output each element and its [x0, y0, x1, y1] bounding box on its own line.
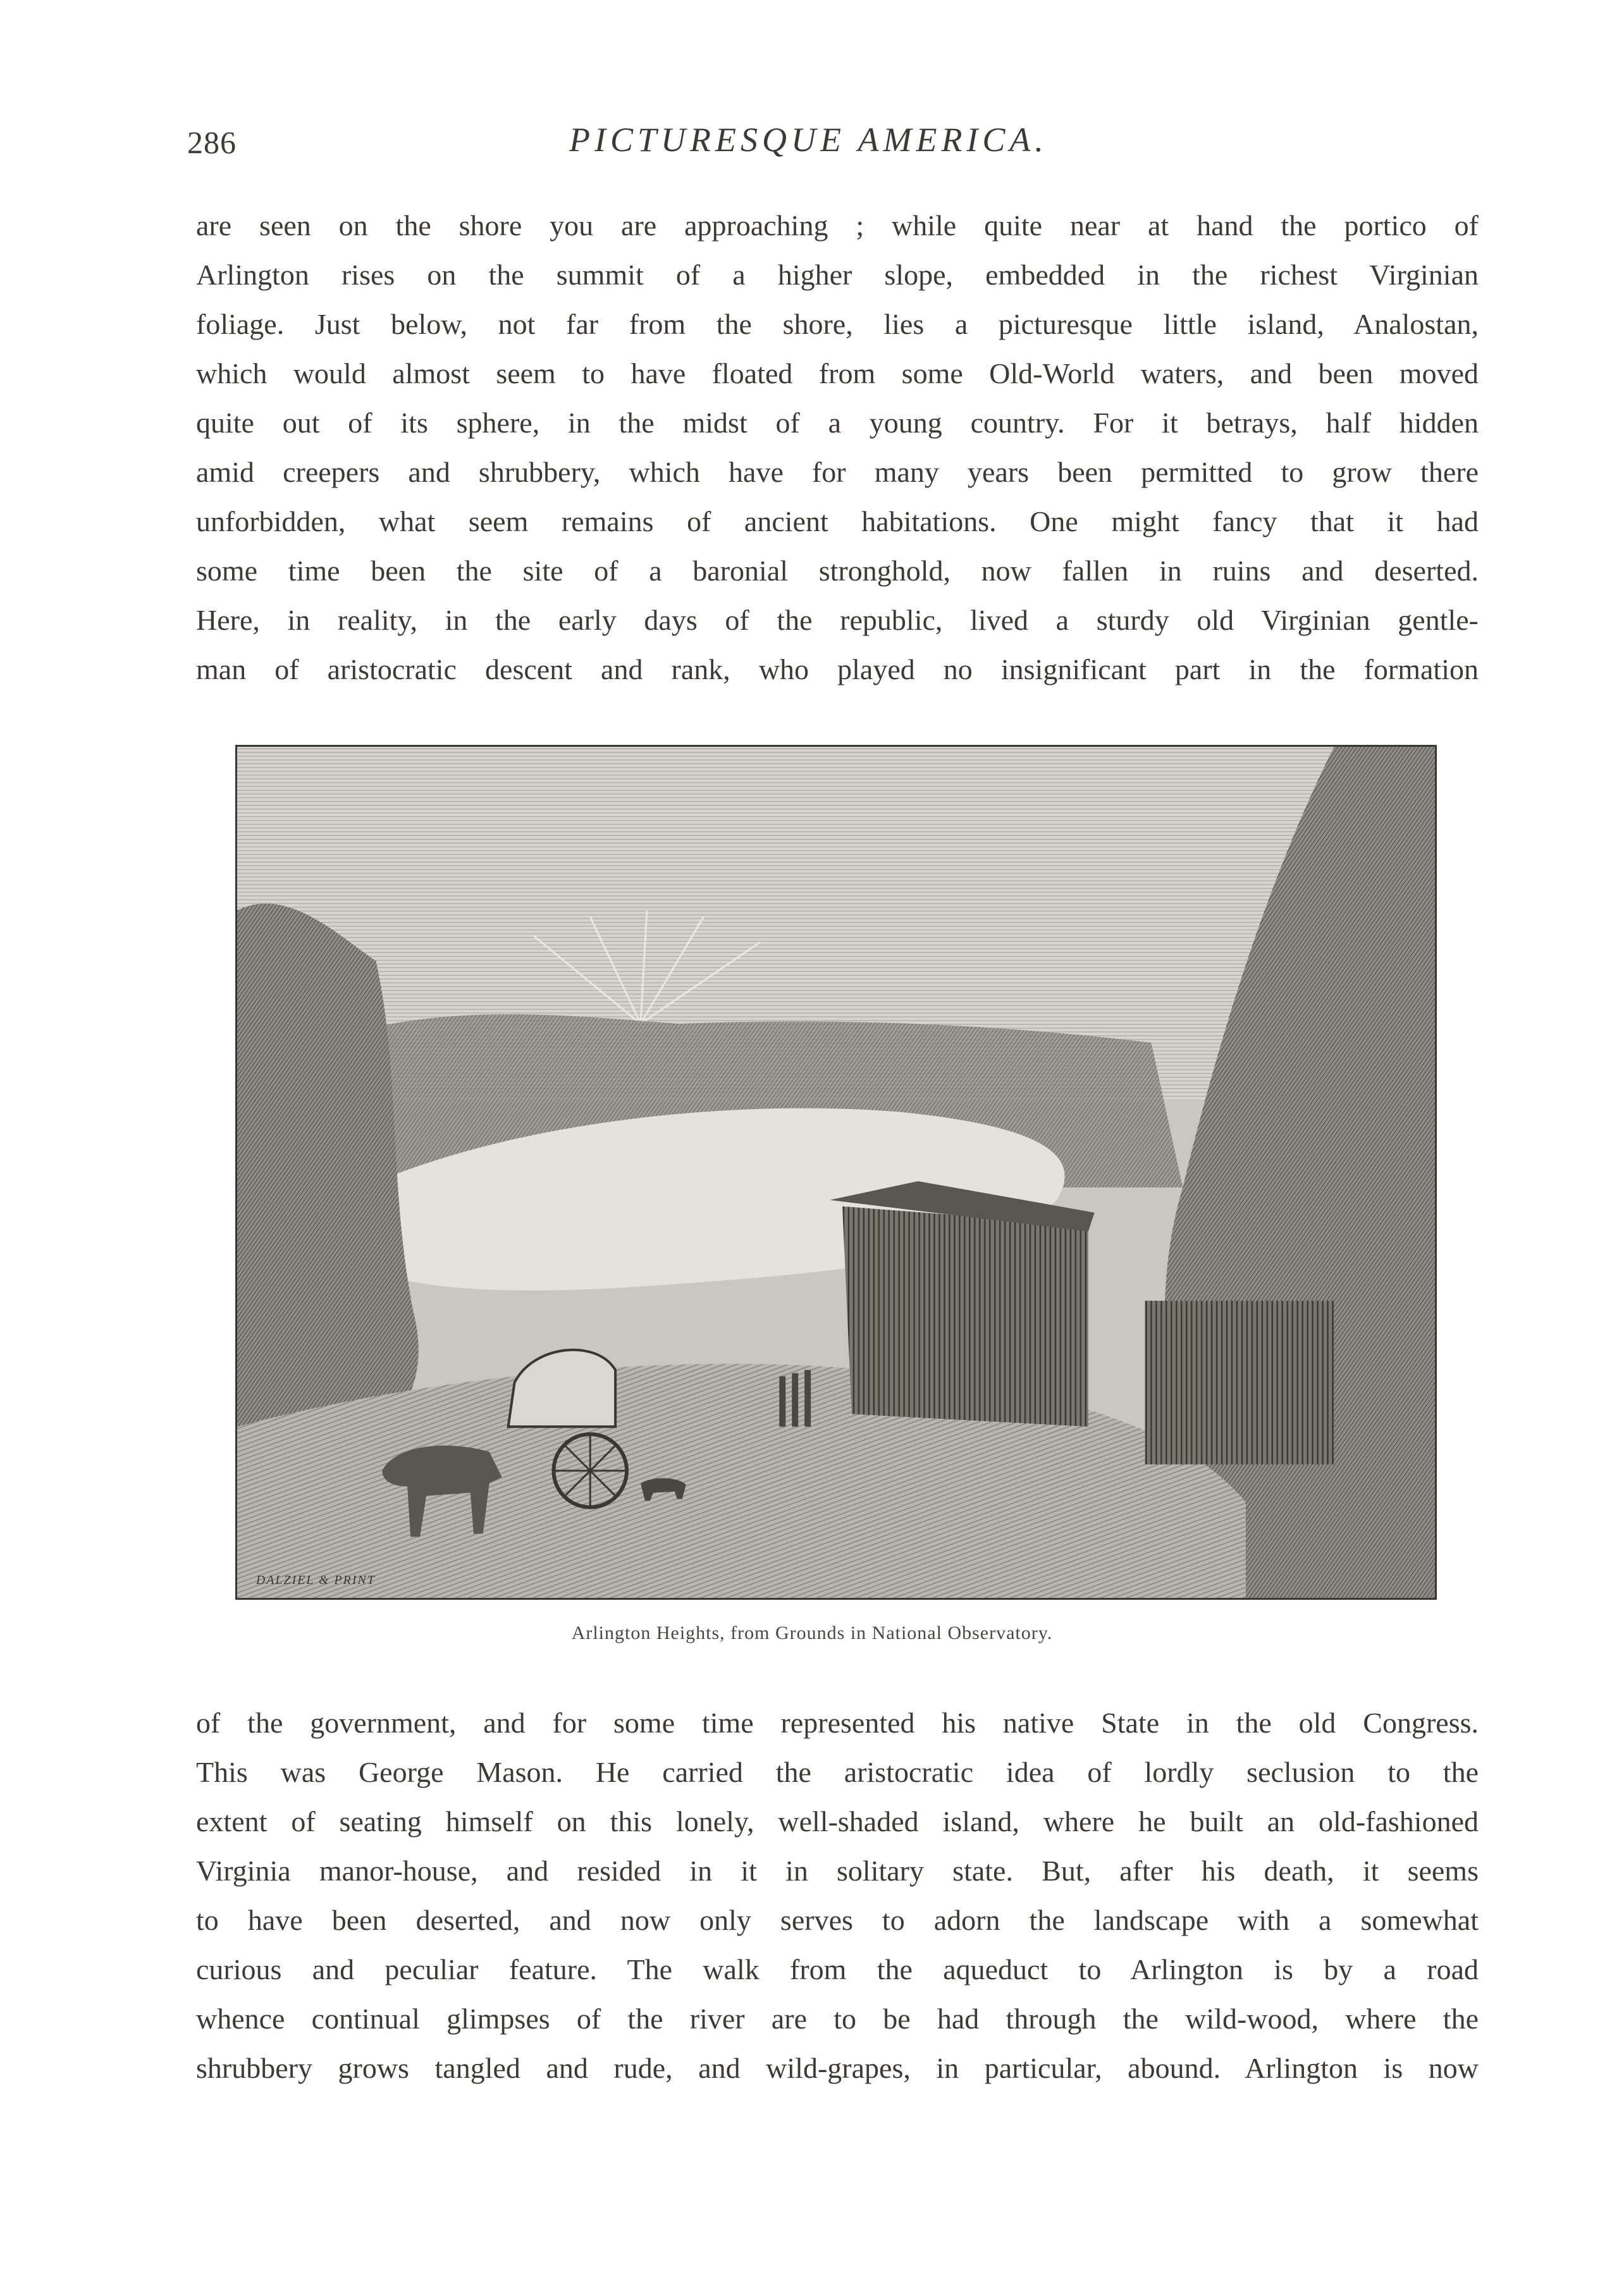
page-number: 286 — [187, 125, 237, 160]
text-line: Arlington rises on the summit of a higher slope, embedded in the richest Virginian — [196, 259, 1479, 291]
running-title: PICTURESQUE AMERICA. — [569, 121, 1048, 159]
text-line: extent of seating himself on this lonely, well-shaded island, where he built an old-fashioned — [196, 1805, 1479, 1838]
text-line: foliage. Just below, not far from the shore, lies a picturesque little island, Analostan, — [196, 308, 1479, 340]
text-line: amid creepers and shrubbery, which have for many years been permitted to grow there — [196, 456, 1479, 488]
body-text-bottom — [196, 1698, 1479, 2093]
text-line: Here, in reality, in the early days of the republic, lived a sturdy old Virginian gentle- — [196, 604, 1479, 636]
text-line: which would almost seem to have floated from some Old-World waters, and been moved — [196, 357, 1479, 390]
text-line: of the government, and for some time represented his native State in the old Congress. — [196, 1707, 1479, 1739]
text-line: quite out of its sphere, in the midst of a young country. For it betrays, half hidden — [196, 407, 1479, 439]
landscape-engraving — [237, 747, 1435, 1598]
text-line: to have been deserted, and now only serves to adorn the landscape with a somewhat — [196, 1904, 1479, 1936]
text-line: man of aristocratic descent and rank, who played no insignificant part in the formation — [196, 653, 1479, 685]
text-line: Virginia manor-house, and resided in it in solitary state. But, after his death, it seems — [196, 1855, 1479, 1887]
text-line: shrubbery grows tangled and rude, and wild-grapes, in particular, abound. Arlington is now — [196, 2052, 1479, 2084]
text-line: unforbidden, what seem remains of ancient habitations. One might fancy that it had — [196, 505, 1479, 537]
text-line: whence continual glimpses of the river are to be had through the wild-wood, where the — [196, 2003, 1479, 2035]
body-text-top — [196, 201, 1479, 694]
illustration-caption: Arlington Heights, from Grounds in National Observatory. — [571, 1623, 1053, 1643]
text-line: are seen on the shore you are approaching ; while quite near at hand the portico of — [196, 209, 1479, 242]
engraving-illustration — [235, 745, 1437, 1600]
text-line: curious and peculiar feature. The walk from the aqueduct to Arlington is by a road — [196, 1953, 1479, 1985]
text-line: some time been the site of a baronial stronghold, now fallen in ruins and deserted. — [196, 555, 1479, 587]
engraver-signature: DALZIEL & PRINT — [255, 1573, 376, 1588]
text-line: This was George Mason. He carried the aristocratic idea of lordly seclusion to the — [196, 1756, 1479, 1788]
